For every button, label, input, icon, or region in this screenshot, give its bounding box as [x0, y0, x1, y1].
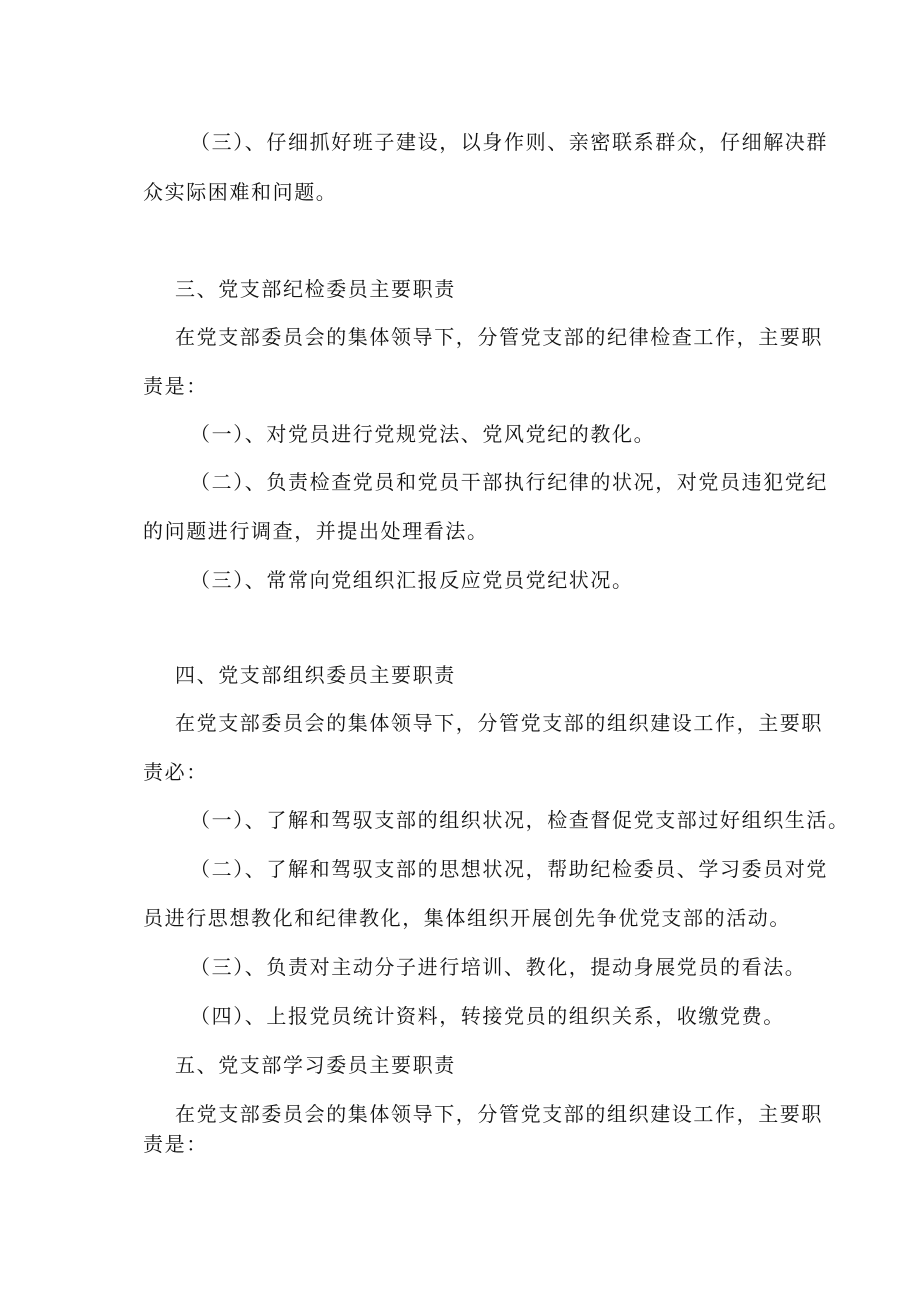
paragraph-line: 的问题进行调查，并提出处理看法。	[143, 519, 489, 543]
list-item: （三）、常常向党组织汇报反应党员党纪状况。	[190, 568, 634, 592]
section-heading-5: 五、党支部学习委员主要职责	[175, 1053, 456, 1077]
paragraph-line: 众实际困难和问题。	[143, 180, 338, 204]
paragraph-line: 责是：	[143, 1132, 208, 1156]
paragraph-line: 在党支部委员会的集体领导下，分管党支部的组织建设工作，主要职	[175, 1102, 823, 1126]
list-item: （一）、对党员进行党规党法、党风党纪的教化。	[190, 422, 656, 446]
list-item: （一）、了解和驾驭支部的组织状况，检查督促党支部过好组织生活。	[190, 808, 850, 832]
paragraph-line: 在党支部委员会的集体领导下，分管党支部的组织建设工作，主要职	[175, 711, 823, 735]
list-item: （二）、负责检查党员和党员干部执行纪律的状况，对党员违犯党纪	[190, 470, 828, 494]
paragraph-line: 责必：	[143, 760, 208, 784]
paragraph-line: 员进行思想教化和纪律教化，集体组织开展创先争优党支部的活动。	[143, 906, 791, 930]
list-item: （四）、上报党员统计资料，转接党员的组织关系，收缴党费。	[190, 1004, 785, 1028]
paragraph-line: 责是：	[143, 374, 208, 398]
paragraph-line: （三）、仔细抓好班子建设，以身作则、亲密联系群众，仔细解决群	[190, 130, 828, 154]
list-item: （三）、负责对主动分子进行培训、教化，提动身展党员的看法。	[190, 955, 807, 979]
list-item: （二）、了解和驾驭支部的思想状况，帮助纪检委员、学习委员对党	[190, 857, 828, 881]
section-heading-3: 三、党支部纪检委员主要职责	[175, 277, 456, 301]
paragraph-line: 在党支部委员会的集体领导下，分管党支部的纪律检查工作，主要职	[175, 325, 823, 349]
section-heading-4: 四、党支部组织委员主要职责	[175, 663, 456, 687]
